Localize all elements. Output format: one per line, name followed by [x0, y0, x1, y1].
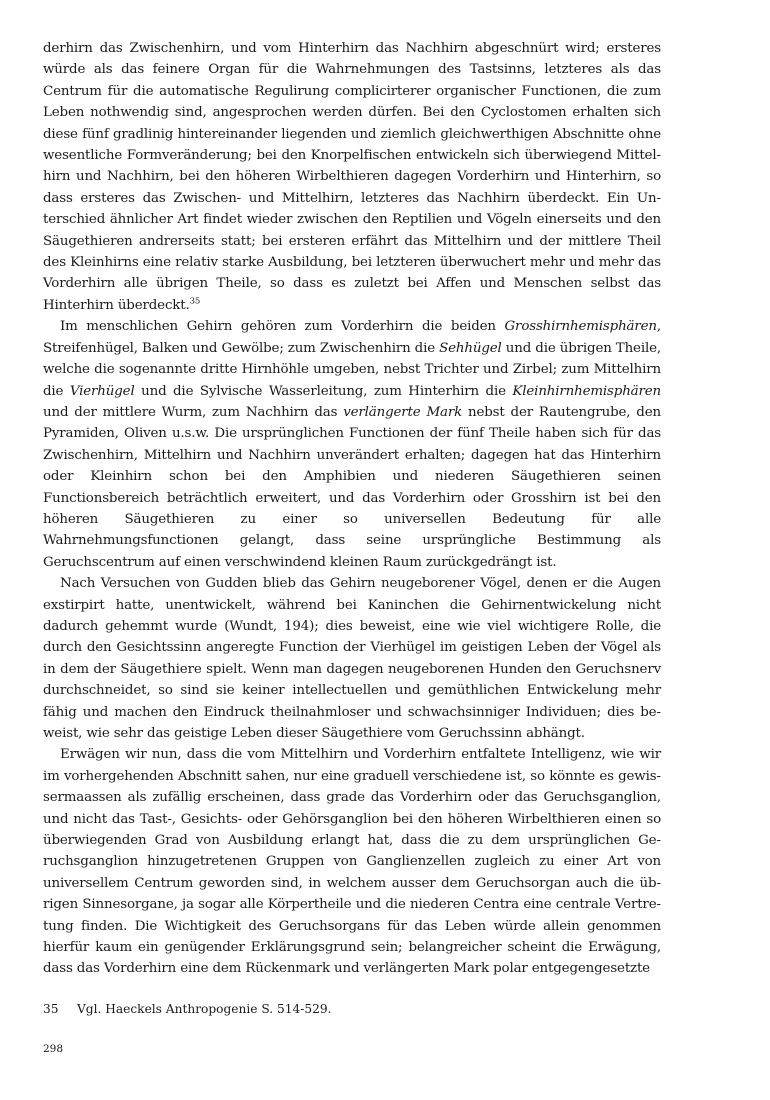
text-run: derhirn das Zwischenhirn, und vom Hinterhirn das Nachhirn abgeschnürt wird; ersteres würde als das feinere Organ für die Wahrnehmungen des Tastsinns, letzteres als das Centrum für die automatische Regulirung complicirterer organischer Functionen, die zum Leben nothwendig sind, angesprochen werden dürfen. Bei den Cyclostomen erhalten sich diese fünf gradlinig hintereinander liegenden und ziemlich gleichwerthigen Abschnitte ohne wesentliche Formveränderung; bei den Knorpelfischen entwickeln sich überwiegend Mittelhirn und Nachhirn, bei den höheren Wirbelthieren dagegen Vorderhirn und Hinterhirn, so dass ersteres das Zwischen- und Mittelhirn, letzteres das Nachhirn überdeckt. Ein Unterschied ähnlicher Art findet wieder zwischen den Reptilien und Vögeln einerseits und den Säugethieren andrerseits statt; bei ersteren erfährt das Mittelhirn und der mittlere Theil des Kleinhirns eine relativ starke Ausbildung, bei letzteren überwuchert mehr und mehr das Vorderhirn alle übrigen Theile, so dass es zuletzt bei Affen und Menschen selbst das Hinterhirn überdeckt. [43, 41, 661, 313]
italic-term: verlängerte Mark [343, 404, 463, 420]
footnote-number: 35 [43, 1002, 59, 1016]
text-run: und die übrigen Theile, welche die sogenannte dritte Hirnhöhle umgeben, nebst Trichter und Zirbel; zum Mittelhirn die [43, 340, 661, 399]
paragraph [43, 38, 661, 316]
text-run: , Streifenhügel, Balken und Gewölbe; zum Zwischenhirn die [43, 319, 661, 356]
text-run: Erwägen wir nun, dass die vom Mittelhirn und Vorderhirn entfaltete Intelligenz, wie wir im vorhergehenden Abschnitt sahen, nur eine graduell verschiedene ist, so könnte es gewissermaassen als zufällig erscheinen, dass grade das Vorderhirn oder das Geruchsganglion, und nicht das Tast-, Gesichts- oder Gehörsganglion bei den höheren Wirbelthieren einen so überwiegenden Grad von Ausbildung erlangt hat, dass die zu dem ursprünglichen Geruchsganglion hinzugetretenen Gruppen von Ganglienzellen zugleich zu einer Art von universellem Centrum geworden sind, in welchem ausser dem Geruchsorgan auch die übrigen Sinnesorgane, ja sogar alle Körpertheile und die niederen Centra eine centrale Vertretung finden. Die Wichtigkeit des Geruchsorgans für das Leben würde allein genommen hierfür kaum ein genügender Erklärungsgrund sein; belangreicher scheint die Erwägung, dass das Vorderhirn eine dem Rückenmark und verlängerten Mark polar entgegengesetzte [43, 747, 661, 977]
text-run: und die Sylvische Wasserleitung, zum Hinterhirn die [134, 383, 513, 399]
italic-term: Grosshirnhemisphären [504, 319, 657, 335]
footnote-text: Vgl. Haeckels Anthropogenie S. 514-529. [77, 1002, 332, 1016]
footnote-reference: 35 [189, 296, 201, 307]
italic-term: Sehhügel [439, 340, 502, 356]
footnote [43, 1001, 661, 1017]
text-run: Nach Versuchen von Gudden blieb das Gehirn neugeborener Vögel, denen er die Augen exstirpirt hatte, unentwickelt, während bei Kaninchen die Gehirnentwickelung nicht dadurch gehemmt wurde (Wundt, 194); dies beweist, eine wie viel wichtigere Rolle, die durch den Gesichtssinn angeregte Function der Vierhügel im geistigen Leben der Vögel als in dem der Säugethiere spielt. Wenn man dagegen neugeborenen Hunden den Geruchsnerv durchschneidet, so sind sie keiner intellectuellen und gemüthlichen Entwickelung mehr fähig und machen den Eindruck theilnahmloser und schwachsinniger Individuen; dies beweist, wie sehr das geistige Leben dieser Säugethiere vom Geruchssinn abhängt. [43, 576, 661, 741]
paragraph [43, 573, 661, 744]
italic-term: Kleinhirnhemisphären [512, 383, 662, 399]
italic-term: Vierhügel [69, 383, 135, 399]
paragraph [43, 316, 661, 573]
paragraph [43, 744, 661, 979]
page-number: 298 [43, 1043, 64, 1055]
text-run: und der mittlere Wurm, zum Nachhirn das [43, 404, 344, 420]
text-run: Im menschlichen Gehirn gehören zum Vorderhirn die beiden [60, 319, 505, 335]
page-body [43, 38, 661, 980]
text-run: nebst der Rautengrube, den Pyramiden, Oliven u.s.w. Die ursprünglichen Functionen der fünf Theile haben sich für das Zwischenhirn, Mittelhirn und Nachhirn unverändert erhalten; dagegen hat das Hinterhirn oder Kleinhirn schon bei den Amphibien und niederen Säugethieren seinen Functionsbereich beträchtlich erweitert, und das Vorderhirn oder Grosshirn ist bei den höheren Säugethieren zu einer so universellen Bedeutung für alle Wahrnehmungsfunctionen gelangt, dass seine ursprüngliche Bestimmung als Geruchscentrum auf einen verschwindend kleinen Raum zurückgedrängt ist. [43, 404, 661, 570]
